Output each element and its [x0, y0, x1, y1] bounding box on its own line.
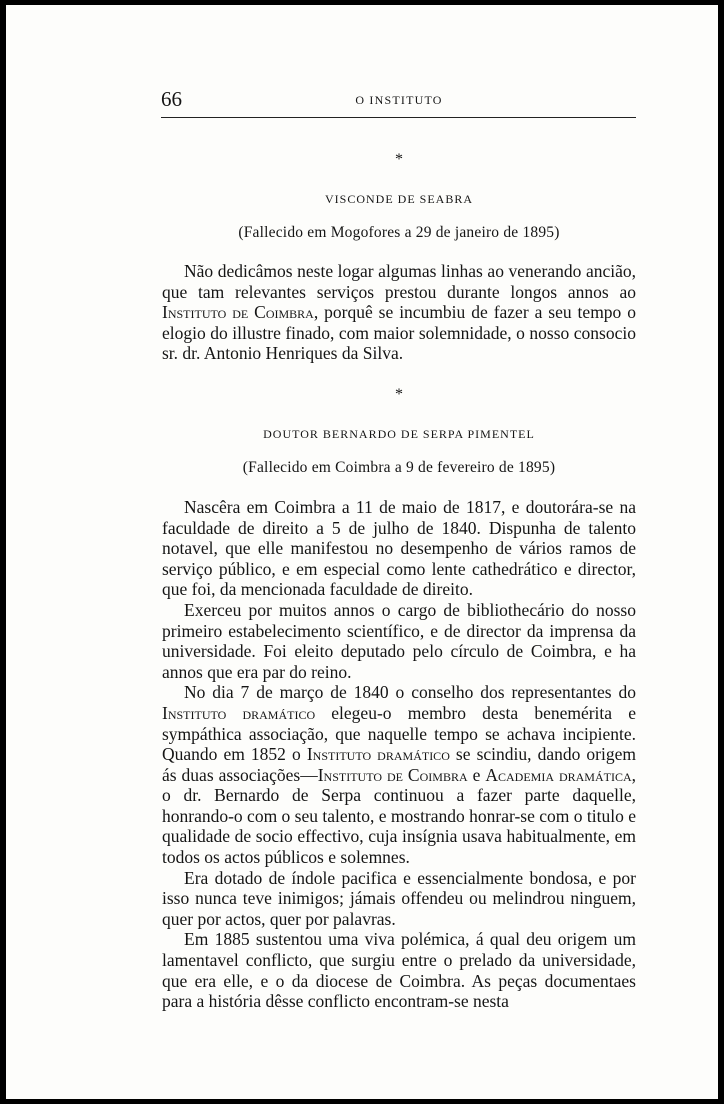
section-title-serpa-pimentel: DOUTOR BERNARDO DE SERPA PIMENTEL: [263, 426, 535, 441]
header-rule: [161, 117, 636, 118]
page-number: 66: [161, 87, 182, 111]
paragraph-librarian: Exerceu por muitos annos o cargo de bibliothecário do nosso primeiro estabelecimento scientífico, e de director da imprensa da universidade. Foi eleito deputado pelo círculo de Coimbra, e ha annos que era par do reino.: [162, 599, 636, 682]
section-title-seabra: VISCONDE DE SEABRA: [324, 192, 473, 206]
paragraph-polemic: Em 1885 sustentou uma viva polémica, á qual deu origem um lamentavel conflicto, que surgiu entre o prelado da universidade, que era elle, e o da diocese de Coimbra. As peças documentaes para a história dêsse conflicto encontram-se nesta: [162, 929, 636, 1012]
page-header: [161, 87, 637, 117]
paragraph-birth-career: Nascêra em Coimbra a 11 de maio de 1817, e doutorára-se na faculdade de direito a 5 de julho de 1840. Dispunha de talento notavel, que elle manifestou no desempenho de vários ramos de serviço público, e em especial como lente cathedrático e director, que foi, da mencionada faculdade de direito.: [162, 496, 636, 600]
death-note-serpa-pimentel: (Fallecido em Coimbra a 9 de fevereiro de 1895): [242, 458, 556, 476]
death-note-seabra: (Fallecido em Mogofores a 29 de janeiro de 1895): [238, 224, 560, 241]
paragraph-seabra: Não dedicâmos neste logar algumas linhas ao venerando ancião, que tam relevantes serviços prestou durante longos annos ao Instituto de Coimbra, porquê se incumbiu de fazer a seu tempo o elogio do illustre finado, com maior solemnidade, o nosso consocio sr. dr. Antonio Henriques da Silva.: [162, 261, 636, 364]
page-body: [162, 151, 636, 1012]
section-separator: *: [395, 385, 403, 403]
running-title: O INSTITUTO: [355, 93, 443, 107]
book-page: [6, 5, 718, 1099]
paragraph-character: Era dotado de índole pacifica e essencialmente bondosa, e por isso nunca teve inimigos; jámais offendeu ou melindrou ninguem, quer por actos, quer por palavras.: [162, 867, 636, 929]
section-separator: *: [395, 151, 403, 168]
paragraph-instituto: No dia 7 de março de 1840 o conselho dos representantes do Instituto dramático elegeu-o membro desta benemérita e sympáthica associação, que naquelle tempo se achava incipiente. Quando em 1852 o Instituto dramático se scindiu, dando origem ás duas associações—Instituto de Coimbra e Academia dramática, o dr. Bernardo de Serpa continuou a fazer parte daquelle, honrando-o com o seu talento, e mostrando honrar-se com o titulo e qualidade de socio effectivo, cuja insígnia usava habitualmente, em todos os actos públicos e solemnes.: [162, 682, 636, 868]
